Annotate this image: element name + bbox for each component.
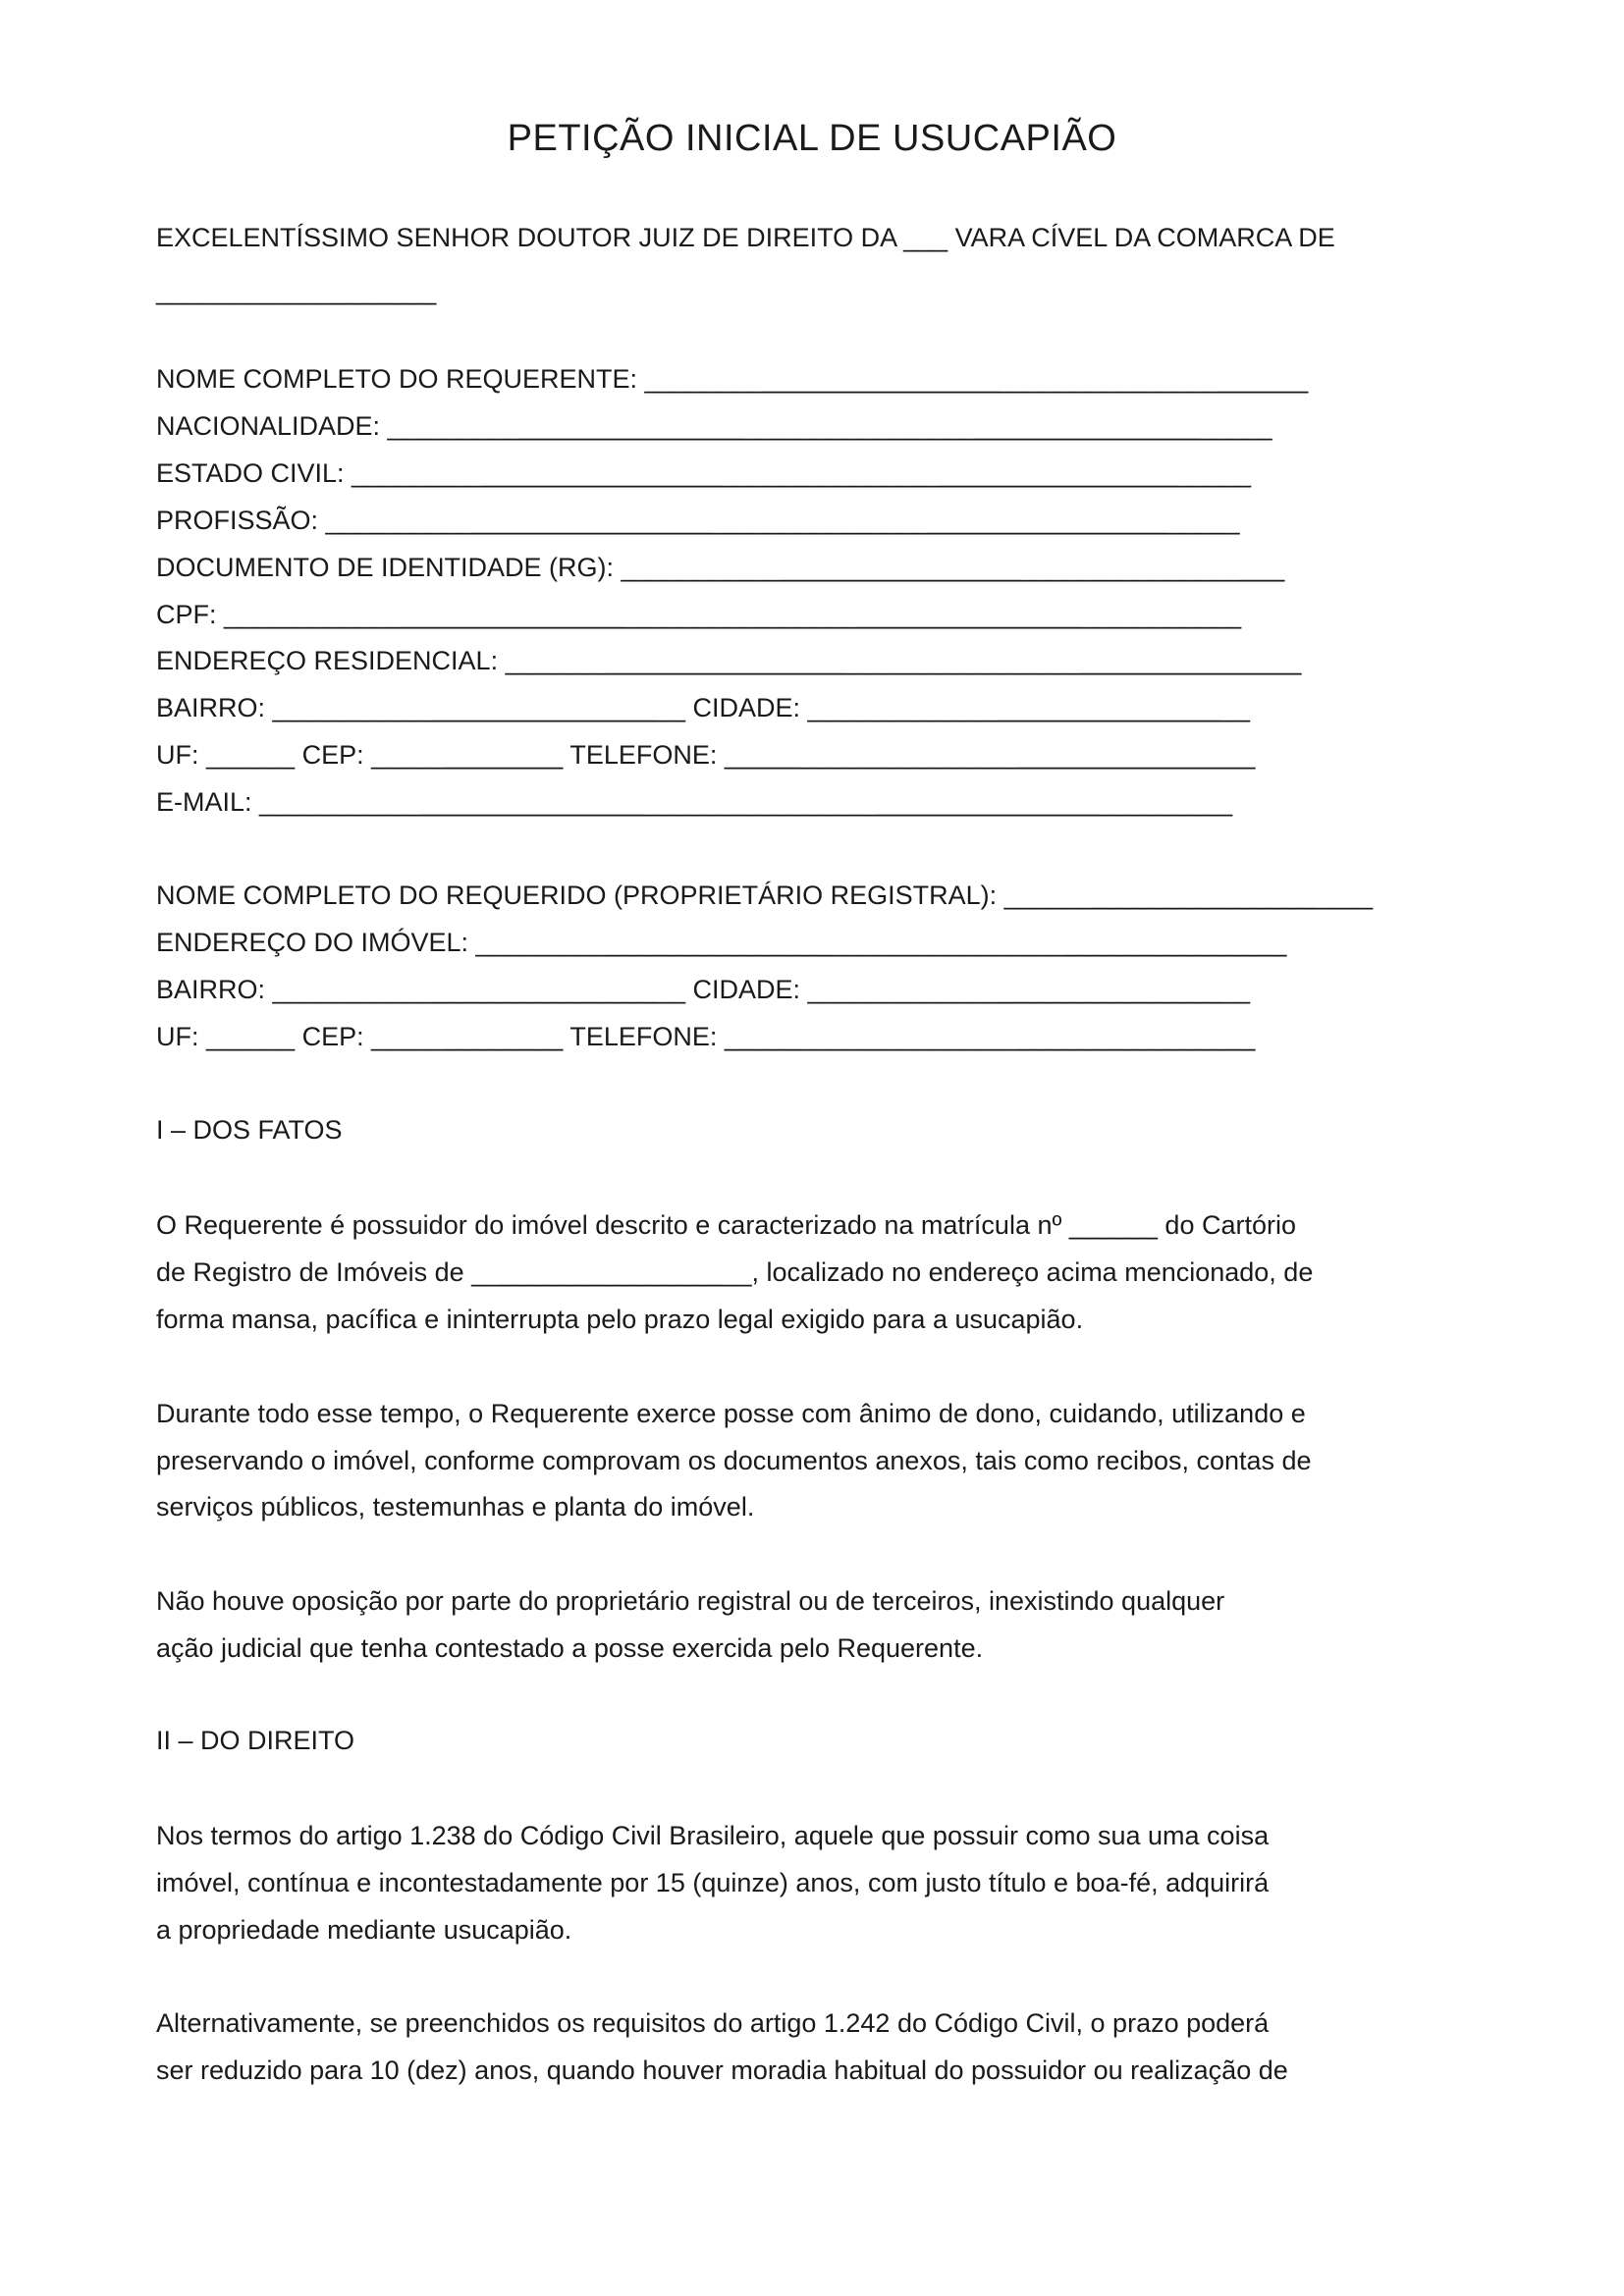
section-heading-direito: II – DO DIREITO xyxy=(156,1726,355,1755)
requerido-endereco-imovel-field: ENDEREÇO DO IMÓVEL: _______________________________________________________ xyxy=(156,928,1287,957)
requerido-nome-field: NOME COMPLETO DO REQUERIDO (PROPRIETÁRIO REGISTRAL): _________________________ xyxy=(156,881,1374,910)
requerente-bairro-cidade-field: BAIRRO: ____________________________ CIDADE: ______________________________ xyxy=(156,693,1250,722)
requerente-endereco-field: ENDEREÇO RESIDENCIAL: ______________________________________________________ xyxy=(156,646,1302,675)
requerente-nome-field: NOME COMPLETO DO REQUERENTE: _____________________________________________ xyxy=(156,364,1309,394)
paragraph-line: ser reduzido para 10 (dez) anos, quando houver moradia habitual do possuidor ou realização de xyxy=(156,2056,1288,2085)
paragraph-line: imóvel, contínua e incontestadamente por 15 (quinze) anos, com justo título e boa-fé, adquirirá xyxy=(156,1868,1270,1897)
paragraph-line: O Requerente é possuidor do imóvel descrito e caracterizado na matrícula nº ______ do Cartório xyxy=(156,1210,1296,1240)
requerente-nacionalidade-field: NACIONALIDADE: ____________________________________________________________ xyxy=(156,411,1272,441)
address-line: EXCELENTÍSSIMO SENHOR DOUTOR JUIZ DE DIREITO DA ___ VARA CÍVEL DA COMARCA DE xyxy=(156,223,1335,252)
requerente-estado-civil-field: ESTADO CIVIL: _____________________________________________________________ xyxy=(156,458,1252,488)
requerente-email-field: E-MAIL: __________________________________________________________________ xyxy=(156,787,1233,817)
requerido-bairro-cidade-field: BAIRRO: ____________________________ CIDADE: ______________________________ xyxy=(156,975,1250,1004)
requerente-rg-field: DOCUMENTO DE IDENTIDADE (RG): _____________________________________________ xyxy=(156,553,1285,582)
paragraph-line: Nos termos do artigo 1.238 do Código Civil Brasileiro, aquele que possuir como sua uma coisa xyxy=(156,1821,1270,1850)
paragraph-line: forma mansa, pacífica e ininterrupta pelo prazo legal exigido para a usucapião. xyxy=(156,1305,1084,1334)
paragraph-line: de Registro de Imóveis de ___________________, localizado no endereço acima mencionado, de xyxy=(156,1257,1314,1287)
comarca-blank: ___________________ xyxy=(156,276,437,305)
paragraph-line: Não houve oposição por parte do proprietário registral ou de terceiros, inexistindo qualquer xyxy=(156,1586,1225,1616)
requerente-cpf-field: CPF: _____________________________________________________________________ xyxy=(156,600,1242,629)
requerente-profissao-field: PROFISSÃO: ______________________________________________________________ xyxy=(156,506,1240,535)
paragraph-line: ação judicial que tenha contestado a posse exercida pelo Requerente. xyxy=(156,1633,984,1663)
paragraph-line: Alternativamente, se preenchidos os requisitos do artigo 1.242 do Código Civil, o prazo poderá xyxy=(156,2008,1270,2038)
section-heading-fatos: I – DOS FATOS xyxy=(156,1115,343,1145)
paragraph-line: serviços públicos, testemunhas e planta do imóvel. xyxy=(156,1492,755,1522)
paragraph-line: preservando o imóvel, conforme comprovam os documentos anexos, tais como recibos, contas de xyxy=(156,1446,1312,1475)
document-title: PETIÇÃO INICIAL DE USUCAPIÃO xyxy=(507,118,1117,159)
paragraph-line: Durante todo esse tempo, o Requerente exerce posse com ânimo de dono, cuidando, utilizando e xyxy=(156,1399,1306,1428)
paragraph-line: a propriedade mediante usucapião. xyxy=(156,1915,572,1945)
requerente-uf-cep-telefone-field: UF: ______ CEP: _____________ TELEFONE: ____________________________________ xyxy=(156,740,1256,770)
requerido-uf-cep-telefone-field: UF: ______ CEP: _____________ TELEFONE: ____________________________________ xyxy=(156,1022,1256,1051)
